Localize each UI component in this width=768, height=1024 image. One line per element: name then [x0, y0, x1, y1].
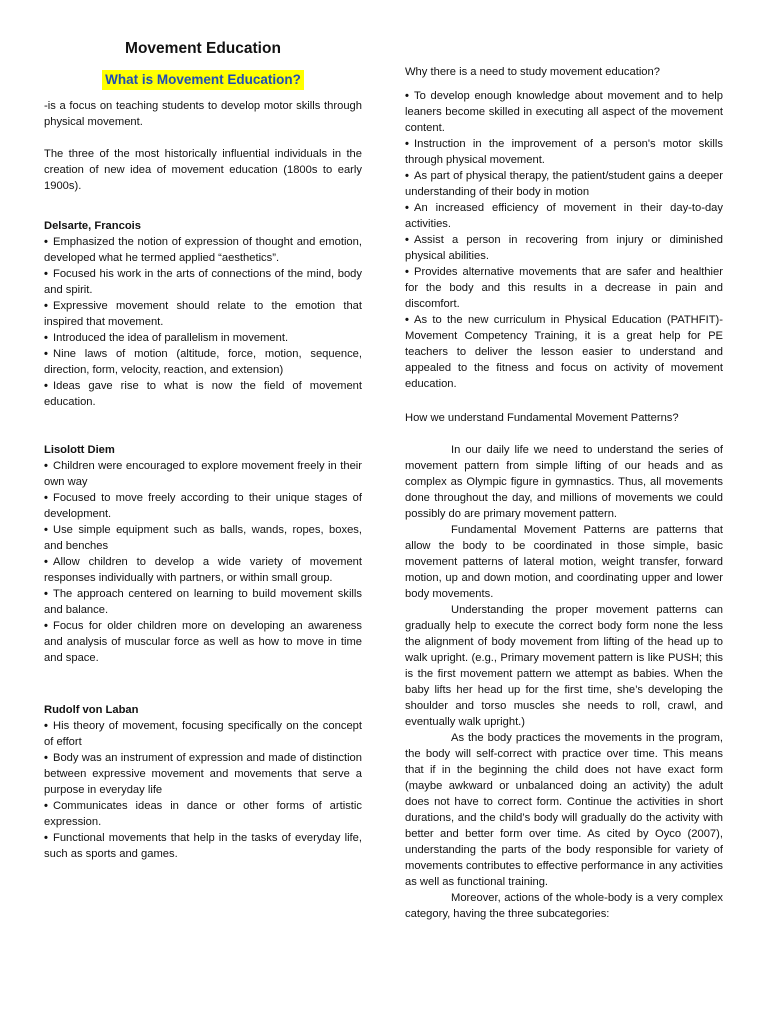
- bullet-icon: •: [44, 268, 48, 280]
- how-heading: How we understand Fundamental Movement Patterns?: [405, 412, 679, 424]
- paragraph: Understanding the proper movement patterns can gradually help to execute the correct body form none the less the alignment of body movement from lifting of the head up to walk upright. (e.g., Primary movement pattern is like PUSH; this is the first movement pattern we attempt as babies. When the baby lifts her head up for the first time, she’s developing the shoulder and torso muscles she needs to roll, crawl, and eventually walk upright.): [405, 604, 723, 728]
- section-heading: Lisolott Diem: [44, 444, 115, 456]
- list-item: • Functional movements that help in the tasks of everyday life, such as sports and games.: [44, 832, 362, 860]
- bullet-icon: •: [44, 832, 48, 844]
- right-column: [405, 0, 723, 1024]
- list-item: • Expressive movement should relate to the emotion that inspired that movement.: [44, 300, 362, 328]
- bullet-icon: •: [405, 266, 409, 278]
- bullet-icon: •: [405, 202, 409, 214]
- bullet-icon: •: [405, 138, 409, 150]
- paragraph: Moreover, actions of the whole-body is a very complex category, having the three subcategories:: [405, 892, 723, 920]
- bullet-icon: •: [405, 170, 409, 182]
- list-item: • Instruction in the improvement of a person's motor skills through physical movement.: [405, 138, 723, 166]
- list-item: • Focus for older children more on developing an awareness and analysis of muscular force as well as how to move in time and space.: [44, 620, 362, 664]
- bullet-icon: •: [44, 332, 48, 344]
- section-diem: [44, 442, 362, 666]
- list-item: • Ideas gave rise to what is now the field of movement education.: [44, 380, 362, 408]
- paragraph: Fundamental Movement Patterns are patterns that allow the body to be coordinated in those simple, basic movement patterns of lateral motion, weight transfer, forward motion, up and down motion, and coordinating upper and lower body movements.: [405, 524, 723, 600]
- bullet-icon: •: [44, 588, 48, 600]
- list-item: • As to the new curriculum in Physical Education (PATHFIT)- Movement Competency Training, it is a great help for PE teachers to deliver the lesson easier to understand and appealed to the fitness and focus on activity of movement education.: [405, 314, 723, 390]
- history-paragraph: The three of the most historically influential individuals in the creation of new idea of movement education (1800s to early 1900s).: [44, 148, 362, 192]
- list-item: • Introduced the idea of parallelism in movement.: [44, 332, 289, 344]
- bullet-icon: •: [44, 752, 48, 764]
- bullet-icon: •: [44, 720, 48, 732]
- bullet-icon: •: [44, 556, 48, 568]
- list-item: • As part of physical therapy, the patient/student gains a deeper understanding of their body in motion: [405, 170, 723, 198]
- list-item: • Assist a person in recovering from injury or diminished physical abilities.: [405, 234, 723, 262]
- list-item: • His theory of movement, focusing specifically on the concept of effort: [44, 720, 362, 748]
- why-list: [405, 88, 723, 392]
- intro-paragraph: -is a focus on teaching students to develop motor skills through physical movement.: [44, 100, 362, 128]
- bullet-icon: •: [44, 800, 48, 812]
- list-item: • The approach centered on learning to build movement skills and balance.: [44, 588, 362, 616]
- bullet-icon: •: [44, 300, 48, 312]
- bullet-icon: •: [405, 90, 409, 102]
- bullet-icon: •: [405, 234, 409, 246]
- paragraph: In our daily life we need to understand the series of movement pattern from simple lifting of our heads and as complex as Olympic figure in gymnastics. Thus, all movements done throughout the day, and millions of movements we could possibly do are primary movement pattern.: [405, 444, 723, 520]
- list-item: • Communicates ideas in dance or other forms of artistic expression.: [44, 800, 362, 828]
- list-item: • An increased efficiency of movement in their day-to-day activities.: [405, 202, 723, 230]
- list-item: • Nine laws of motion (altitude, force, motion, sequence, direction, form, velocity, reaction, and extension): [44, 348, 362, 376]
- list-item: • Emphasized the notion of expression of thought and emotion, developed what he termed applied “aesthetics”.: [44, 236, 362, 264]
- left-column: [44, 0, 362, 1024]
- bullet-icon: •: [44, 380, 48, 392]
- bullet-icon: •: [44, 492, 48, 504]
- list-item: • Use simple equipment such as balls, wands, ropes, boxes, and benches: [44, 524, 362, 552]
- list-item: • Children were encouraged to explore movement freely in their own way: [44, 460, 362, 488]
- list-item: • Focused to move freely according to their unique stages of development.: [44, 492, 362, 520]
- list-item: • Focused his work in the arts of connections of the mind, body and spirit.: [44, 268, 362, 296]
- page-title: Movement Education: [125, 40, 281, 57]
- section-laban: [44, 702, 362, 862]
- bullet-icon: •: [44, 524, 48, 536]
- bullet-icon: •: [44, 460, 48, 472]
- bullet-icon: •: [405, 314, 409, 326]
- bullet-icon: •: [44, 620, 48, 632]
- section-delsarte: [44, 218, 362, 410]
- section-heading: Delsarte, Francois: [44, 220, 142, 232]
- list-item: • Provides alternative movements that are safer and healthier for the body and this results in a decrease in pain and discomfort.: [405, 266, 723, 310]
- highlighted-heading: What is Movement Education?: [102, 70, 304, 90]
- paragraph: As the body practices the movements in the program, the body will self-correct with practice over time. This means that if in the beginning the child does not have exact form (maybe awkward or unbalanced doing an activity) the adult does not have to correct form. Continue the activities in short durations, and the child’s body will gradually do the activity with better and better form over time. As cited by Oyco (2007), understanding the parts of the body responsible for variety of movements contributes to effective performance in any activities as well as functional training.: [405, 732, 723, 888]
- list-item: • Body was an instrument of expression and made of distinction between expressive movement and movements that serve a purpose in everyday life: [44, 752, 362, 796]
- bullet-icon: •: [44, 236, 48, 248]
- bullet-icon: •: [44, 348, 48, 360]
- list-item: • To develop enough knowledge about movement and to help leaners become skilled in executing all aspect of the movement content.: [405, 90, 723, 134]
- how-body: [405, 442, 723, 922]
- list-item: • Allow children to develop a wide variety of movement responses individually with partners, or within small group.: [44, 556, 362, 584]
- why-heading: Why there is a need to study movement education?: [405, 66, 660, 78]
- section-heading: Rudolf von Laban: [44, 704, 139, 716]
